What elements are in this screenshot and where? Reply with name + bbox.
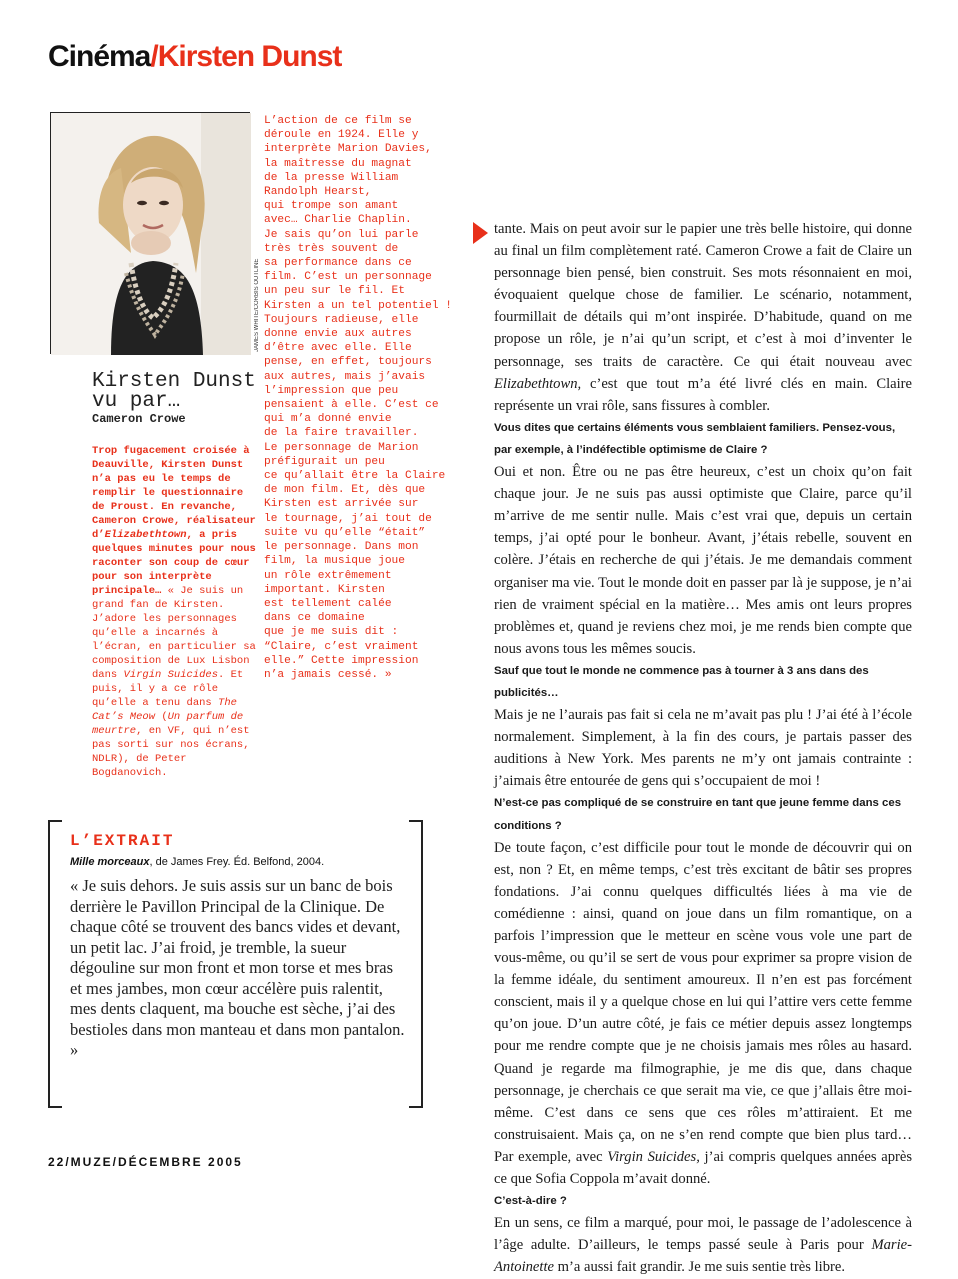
intro-tail: , a pris quelques minutes pour nous raconter son coup de cœur pour son interprète principale… [92, 529, 256, 597]
extrait-book-title: Mille morceaux [70, 856, 150, 868]
intro-text [92, 444, 262, 780]
answer-text: j’ai compris quelques années après ce que Sofia Coppola m’avait donné. [494, 1148, 913, 1188]
film-title: Virgin Suicides, [607, 1148, 700, 1165]
answer-text: m’a aussi fait grandir. Je me suis sentie très libre. [553, 1259, 845, 1276]
intro-lead: Trop fugacement croisée à Deauville, Kirsten Dunst n’a pas eu le temps de remplir le questionnaire de Proust. En revanche, Cameron Crowe, réalisateur d’ [92, 445, 256, 541]
article-subject: Kirsten Dunst [157, 40, 342, 73]
quote-part-b: . Et puis, il y a ce rôle qu’elle a tenu dans [92, 669, 244, 709]
portrait-photo [50, 112, 250, 354]
answer-paragraph [494, 1212, 912, 1278]
section-name: Cinéma [48, 40, 151, 73]
header-slash: / [150, 40, 158, 73]
answer-text: De toute façon, c’est difficile pour tout le monde de découvrir qui on est, non ? Et, en même temps, c’est très excitant de bâtir ses propres fondations. J’ai connu quelques difficultés liées à ma vie de comédienne : ainsi, quand on joue dans un film romantique, on a parfois l’impression que le metteur en scène vous vole une part de vous-même, ou qu’il se sert de vous pour exprimer sa propre vision de la femme idéale, du sentiment amoureux. Il n’en est pas forcément conscient, mais il y a quelque chose en lui qui l’attire vers cette femme qu’on joue. D’un autre côté, je fais ce métier depuis assez longtemps pour me rendre compte que je ne choisis jamais mes rôles au hasard. Quand je regarde ma filmographie, je me dis que, dans chaque personnage, je cherchais ce que serait ma vie, ce que j’allais être moi-même. C’est dans ce sens que ces rôles m’attiraient. Et me construisaient. Mais ça, on ne s’en rend compte que bien plus tard… Par exemple, avec [494, 839, 912, 1165]
extrait-box [48, 820, 423, 1108]
answer-paragraph: Mais je ne l’aurais pas fait si cela ne m’avait pas plu ! J’ai été à l’école normalement. Simplement, à la fin des cours, je partais passer des auditions à New York. Mes parents ne m’y ont jamais contrainte : j’aimais être entourée de gens qui s’occupaient de moi ! [494, 707, 912, 790]
teaser-title-line1: Kirsten Dunst [92, 370, 256, 393]
continuation-arrow-icon [473, 222, 488, 244]
extrait-publisher: , de James Frey. Éd. Belfond, 2004. [149, 856, 325, 868]
quote-part-a: « Je suis un grand fan de Kirsten. J’adore les personnages qu’elle a incarnés à l’écran, en particulier sa composition de Lux Lisbon dans [92, 585, 256, 681]
answer-text: tante. Mais on peut avoir sur le papier une très belle histoire, qui donne au final un film complètement raté. Cameron Crowe a fait de Claire un personnage bien pensé, bien construit. Ses mots résonnaient en moi, évoquaient quelque chose de familier. Le scénario, notamment, fourmillait de détails qui m’ont inspirée. D’habitude, quand on me propose un rôle, je n’ai qu’un script, et c’est à moi d’inventer le personnage, ses traits de caractère. Ce qui était nouveau avec [494, 221, 912, 370]
film-title: Marie-Antoinette [494, 1237, 912, 1276]
film-title: Elizabethtown, [494, 375, 582, 392]
bracket-left [48, 820, 62, 1108]
question: C’est-à-dire ? [494, 1195, 567, 1208]
quote-part-d: , en VF, qui n’est pas sorti sur nos écrans, NDLR), de Peter Bogdanovich. [92, 725, 250, 779]
answer-paragraph: Oui et non. Être ou ne pas être heureux, c’est un choix qu’on fait chaque jour. Je ne suis pas aussi optimiste que Claire, parce qu’il m’arrive de me sentir nulle. Mais c’est vrai que, depuis un certain temps, j’ai opté pour le bonheur. Avant, j’étais rebelle, souvent en colère. J’étais en recherche de qui j’étais. Je me demandais comment organiser ma vie. Tout le monde doit en passer par là je suppose, je n’ai rien de vraiment spécial en la matière… Mes amis ont leurs propres problèmes et, quand je reviens chez moi, je me rends bien compte que nous avons tous les mêmes soucis. [494, 464, 912, 657]
teaser-title-line2: vu par… [92, 390, 181, 413]
question: Sauf que tout le monde ne commence pas à tourner à 3 ans dans des publicités… [494, 664, 869, 699]
answer-text: En un sens, ce film a marqué, pour moi, le passage de l’adolescence à l’âge adulte. D’ailleurs, le temps passé seule à Paris pour [494, 1215, 912, 1254]
teaser-title [92, 372, 262, 412]
extrait-source [70, 856, 410, 868]
answer-text: c’est que tout m’a été livré clés en main. Claire représente un vrai rôle, sans fissures à combler. [494, 375, 912, 414]
quote-film-virgin-suicides: Virgin Suicides [123, 669, 219, 681]
interview-column [494, 218, 912, 1279]
question: N’est-ce pas compliqué de se construire en tant que jeune femme dans ces conditions ? [494, 797, 902, 832]
bracket-right [409, 820, 423, 1108]
extrait-label: L’EXTRAIT [70, 832, 175, 850]
page-header [48, 40, 341, 74]
quote-part-c: ( [155, 711, 168, 723]
question: Vous dites que certains éléments vous semblaient familiers. Pensez-vous, par exemple, à l’indéfectible optimisme de Claire ? [494, 421, 896, 456]
answer-paragraph [494, 837, 912, 1191]
intro-film-title: Elizabethtown [104, 529, 187, 541]
crowe-quote-column: L’action de ce film se déroule en 1924. Elle y interprète Marion Davies, la maîtresse du magnat de la presse William Randolph Hearst, qui trompe son amant avec… Charlie Chaplin. Je sais qu’on lui parle très très souvent de sa performance dans ce film. C’est un personnage un peu sur le fil. Et Kirsten a un tel potentiel ! Toujours radieuse, elle donne envie aux autres d’être avec elle. Elle pense, en effet, toujours aux autres, mais j’avais l’impression que peu pensaient à elle. C’est ce qui m’a donné envie de la faire travailler. Le personnage de Marion préfigurait un peu ce qu’allait être la Claire de mon film. Et, dès que Kirsten est arrivée sur le tournage, j’ai tout de suite vu qu’elle “était” le personnage. Dans mon film, la musique joue un rôle extrêmement important. Kirsten est tellement calée dans ce domaine que je me suis dit : “Claire, c’est vraiment elle.” Cette impression n’a jamais cessé. » [264, 115, 452, 681]
photo-credit: JAMES WHITE/CORBIS OUTLINE [254, 258, 260, 352]
page-folio: 22/MUZE/DÉCEMBRE 2005 [48, 1155, 243, 1169]
extrait-text: « Je suis dehors. Je suis assis sur un banc de bois derrière le Pavillon Principal de la Clinique. De chaque côté se trouvent des bancs vides et devant, un petit lac. J’ai froid, je tremble, la sueur dégouline sur mon front et mon torse et mes bras et mes jambes, mon cœur accélère puis ralentit, mes dents claquent, ma bouche est sèche, j’ai des bestioles dans mon manteau et dans mon pantalon. » [70, 876, 405, 1059]
teaser-author: Cameron Crowe [92, 412, 186, 426]
answer-paragraph [494, 218, 912, 417]
quote-film-parfum: Un parfum de meurtre [92, 711, 244, 737]
portrait-illustration [51, 113, 251, 355]
quote-film-cats-meow: The Cat’s Meow [92, 697, 237, 723]
